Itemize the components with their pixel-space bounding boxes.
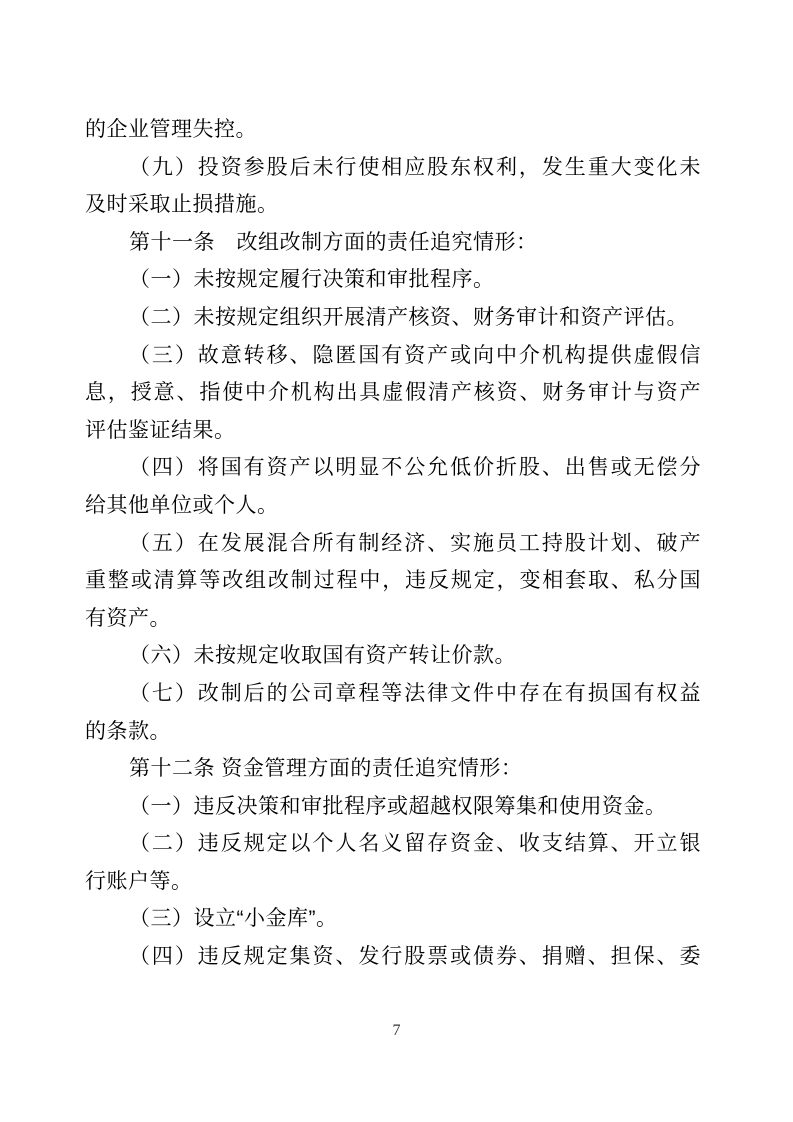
- text-line: 重整或清算等改组改制过程中，违反规定，变相套取、私分国: [85, 569, 701, 593]
- text-line: （五）在发展混合所有制经济、实施员工持股计划、破产: [129, 531, 701, 555]
- text-line: 有资产。: [85, 606, 171, 630]
- text-line: （四）违反规定集资、发行股票或债券、捐赠、担保、委: [129, 945, 701, 969]
- text-line: 行账户等。: [85, 869, 193, 893]
- text-line: （六）未按规定收取国有资产转让价款。: [129, 644, 516, 668]
- text-line: （三）设立“小金库”。: [129, 907, 338, 931]
- text-line: 的企业管理失控。: [85, 118, 257, 141]
- text-line: （二）未按规定组织开展清产核资、财务审计和资产评估。: [129, 305, 688, 329]
- text-line: 评估鉴证结果。: [85, 418, 236, 442]
- text-line: 息，授意、指使中介机构出具虚假清产核资、财务审计与资产: [85, 381, 701, 405]
- text-line: 第十一条 改组改制方面的责任追究情形：: [129, 230, 538, 254]
- text-line: （一）未按规定履行决策和审批程序。: [129, 268, 495, 292]
- text-line: （二）违反规定以个人名义留存资金、收支结算、开立银: [129, 832, 701, 856]
- text-line: 及时采取止损措施。: [85, 193, 279, 217]
- text-line: （一）违反决策和审批程序或超越权限筹集和使用资金。: [129, 794, 667, 818]
- document-text: [85, 111, 701, 976]
- text-line: 给其他单位或个人。: [85, 493, 279, 517]
- text-line: 第十二条 资金管理方面的责任追究情形：: [129, 757, 523, 781]
- text-line: （七）改制后的公司章程等法律文件中存在有损国有权益: [129, 681, 701, 705]
- text-line: （九）投资参股后未行使相应股东权利，发生重大变化未: [129, 155, 701, 179]
- text-line: 的条款。: [85, 719, 171, 743]
- text-line: （四）将国有资产以明显不公允低价折股、出售或无偿分: [129, 456, 701, 480]
- text-line: （三）故意转移、隐匿国有资产或向中介机构提供虚假信: [129, 343, 701, 367]
- page-number: 7: [392, 1022, 401, 1039]
